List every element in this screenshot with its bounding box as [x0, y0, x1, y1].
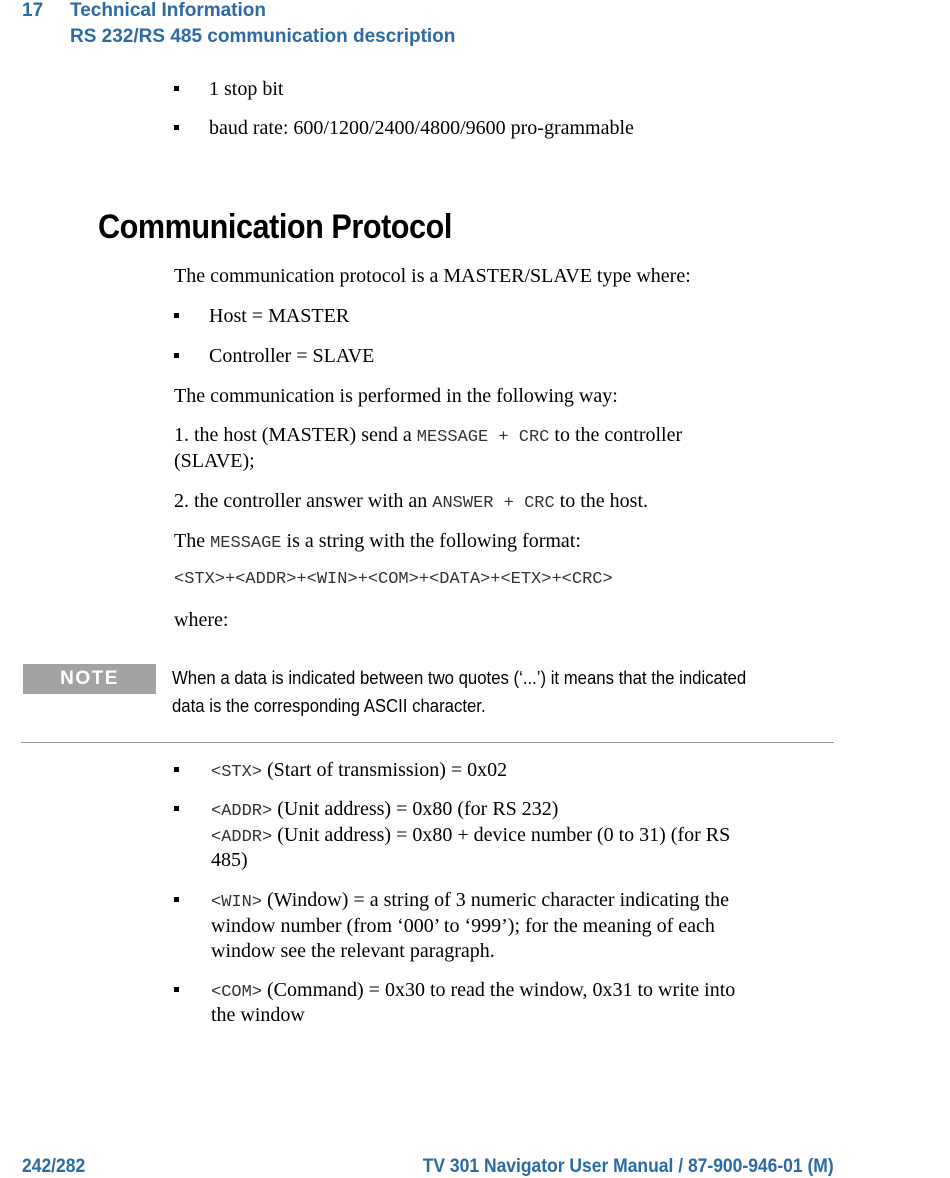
field-text: (Start of transmission) = 0x02	[262, 759, 508, 781]
bullet-icon	[173, 313, 181, 321]
step-2-text: 2. the controller answer with an	[174, 490, 433, 512]
field-win	[211, 888, 729, 915]
note-line: When a data is indicated between two quotes (‘...’) it means that the indicated	[172, 668, 747, 688]
note-badge: NOTE	[23, 664, 156, 694]
field-com	[211, 978, 735, 1005]
field-win-line-3: window see the relevant paragraph.	[211, 940, 495, 962]
step-1-text: 1. the host (MASTER) send a	[174, 424, 417, 446]
field-code: <STX>	[211, 763, 263, 782]
step-2-text-end: to the host.	[554, 490, 649, 512]
field-addr	[211, 797, 558, 824]
field-win-line-2: window number (from ‘000’ to ‘999’); for the meaning of each	[211, 915, 715, 937]
list-item: baud rate: 600/1200/2400/4800/9600 pro-grammable	[209, 117, 634, 139]
step-1-text-end: to the controller	[549, 424, 683, 446]
step-2	[174, 489, 648, 516]
step-2-code: ANSWER + CRC	[432, 494, 555, 513]
field-text: (Window) = a string of 3 numeric character indicating the	[262, 889, 729, 911]
field-stx	[211, 758, 507, 785]
bullet-icon	[173, 767, 181, 775]
field-text: (Unit address) = 0x80 (for RS 232)	[272, 798, 559, 820]
bullet-icon	[173, 987, 181, 995]
bullet-icon	[173, 86, 181, 94]
divider	[21, 742, 834, 743]
message-format: <STX>+<ADDR>+<WIN>+<COM>+<DATA>+<ETX>+<CRC>	[174, 570, 613, 589]
list-item: Controller = SLAVE	[209, 345, 375, 367]
message-text-end: is a string with the following format:	[281, 530, 581, 552]
section-title: RS 232/RS 485 communication description	[70, 26, 456, 47]
field-com-line-2: the window	[211, 1004, 305, 1026]
performed-paragraph: The communication is performed in the following way:	[174, 385, 618, 407]
chapter-title: Technical Information	[70, 0, 267, 21]
bullet-icon	[173, 353, 181, 361]
intro-paragraph: The communication protocol is a MASTER/SLAVE type where:	[174, 265, 691, 287]
step-1-continuation: (SLAVE);	[174, 450, 255, 472]
field-code: <WIN>	[211, 893, 263, 912]
field-text: (Command) = 0x30 to read the window, 0x31 to write into	[262, 979, 736, 1001]
bullet-icon	[173, 125, 181, 133]
note-text	[172, 664, 795, 720]
manual-title: TV 301 Navigator User Manual / 87-900-946-01 (M)	[423, 1156, 834, 1177]
field-addr-line-3: 485)	[211, 849, 248, 871]
message-text: The	[174, 530, 211, 552]
message-paragraph	[174, 529, 581, 556]
step-1-code: MESSAGE + CRC	[416, 428, 550, 447]
list-item: Host = MASTER	[209, 305, 350, 327]
note-line: data is the corresponding ASCII character.	[172, 696, 486, 716]
where-label: where:	[174, 609, 229, 631]
field-text: (Unit address) = 0x80 + device number (0 to 31) (for RS	[272, 824, 731, 846]
field-code: <COM>	[211, 983, 263, 1002]
bullet-icon	[173, 897, 181, 905]
section-heading: Communication Protocol	[98, 208, 452, 246]
field-code: <ADDR>	[211, 802, 273, 821]
step-1	[174, 423, 682, 450]
field-addr-line-2	[211, 823, 730, 850]
bullet-icon	[173, 806, 181, 814]
field-code: <ADDR>	[211, 828, 273, 847]
list-item: 1 stop bit	[209, 78, 284, 100]
chapter-number: 17	[22, 0, 44, 21]
message-code: MESSAGE	[210, 534, 282, 553]
page-number: 242/282	[22, 1156, 86, 1177]
